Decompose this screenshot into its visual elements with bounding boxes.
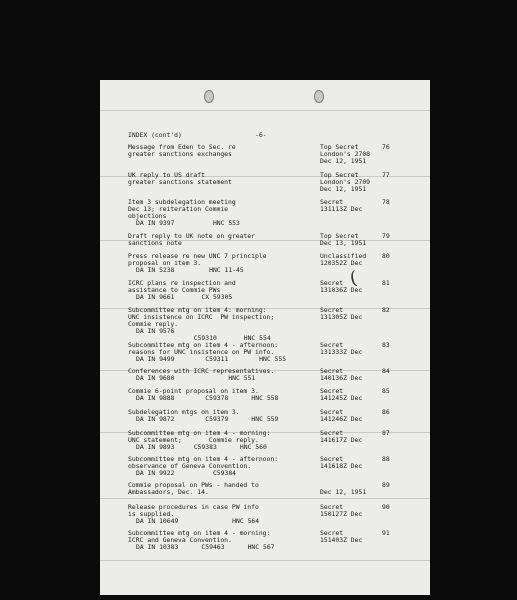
entry-number: 78 <box>382 198 390 206</box>
entry-references: DA IN 9922 C59384 <box>136 469 237 477</box>
entry-number: 89 <box>382 481 390 489</box>
entry-classification: Secret 131305Z Dec <box>320 306 363 321</box>
entry-number: 88 <box>382 455 390 463</box>
entry-classification: Secret 141246Z Dec <box>320 408 363 423</box>
document-page <box>100 80 430 595</box>
index-entry <box>128 530 428 560</box>
entry-description: Subdelegation mtgs on item 3. <box>128 408 240 416</box>
entry-classification: Secret 150127Z Dec <box>320 503 363 518</box>
entry-description: Message from Eden to Sec. re greater sanctions exchanges <box>128 143 236 158</box>
entry-description: Item 3 subdelegation meeting Dec 13; reiteration Commie objections <box>128 198 236 220</box>
entry-description: ICRC plans re inspection and assistance to Commie PWs <box>128 279 236 294</box>
entry-number: 80 <box>382 252 390 260</box>
handwritten-mark: ( <box>348 267 359 290</box>
entry-classification: Top Secret Dec 13, 1951 <box>320 232 367 247</box>
entry-description: Subcommittee mtg on item 4 - morning: ICRC and Geneva Convention. <box>128 529 271 544</box>
entry-references: DA IN 10383 C59463 HNC 567 <box>136 543 275 551</box>
entry-classification: Secret 131036Z Dec <box>320 279 363 294</box>
entry-number: 82 <box>382 306 390 314</box>
entry-number: 83 <box>382 341 390 349</box>
entry-number: 84 <box>382 367 390 375</box>
entry-description: Commie proposal on PWs - handed to Ambassadors, Dec. 14. <box>128 481 259 496</box>
entry-number: 81 <box>382 279 390 287</box>
entry-classification: Secret 151403Z Dec <box>320 529 363 544</box>
index-entry <box>128 306 428 342</box>
entry-number: 87 <box>382 429 390 437</box>
entry-classification: Secret 141618Z Dec <box>320 455 363 470</box>
entry-description: UK reply to US draft greater sanctions statement <box>128 171 232 186</box>
entry-classification: Top Secret London's 2709 Dec 12, 1951 <box>320 171 371 193</box>
entry-description: Conferences with ICRC representatives. <box>128 367 275 375</box>
entry-classification: Secret 131333Z Dec <box>320 341 363 356</box>
entry-description: Subcommittee mtg on item 4 - afternoon: reasons for UNC insistence on PW info. <box>128 341 279 356</box>
entry-number: 79 <box>382 232 390 240</box>
entry-references: DA IN 9661 CX 59305 <box>136 293 233 301</box>
entry-classification: Secret 131113Z Dec <box>320 198 363 213</box>
entry-description: Subcommittee mtg on item 4 - morning: UNC statement; Commie reply. <box>128 429 271 444</box>
entry-number: 76 <box>382 143 390 151</box>
entry-references: DA IN 9499 C59311 HNC 555 <box>136 355 287 363</box>
entry-description: Press release re new UNC 7 principle proposal on item 3. <box>128 252 267 267</box>
entry-references: DA IN 9872 C59379 HNC 559 <box>136 415 279 423</box>
entry-references: DA IN 9893 C59383 HNC 560 <box>136 443 267 451</box>
index-title: INDEX (cont'd) <box>128 131 182 139</box>
entry-number: 91 <box>382 529 390 537</box>
index-entry <box>128 144 428 174</box>
entry-references: DA IN 9680 HNC 551 <box>136 374 256 382</box>
entry-description: Subcommittee mtg on item 4: morning: UNC insistence on ICRC PW inspection; Commie reply. <box>128 306 275 328</box>
entry-classification: Top Secret London's 2708 Dec 12, 1951 <box>320 143 371 165</box>
entry-description: Release procedures in case PW info is supplied. <box>128 503 259 518</box>
entry-references: DA IN 9576 C59310 HNC 554 <box>136 327 271 342</box>
entry-number: 85 <box>382 387 390 395</box>
page-number: -6- <box>254 131 267 139</box>
entry-number: 90 <box>382 503 390 511</box>
entry-classification: Secret 140136Z Dec <box>320 367 363 382</box>
entry-number: 77 <box>382 171 390 179</box>
index-header <box>128 131 267 139</box>
entry-description: Commie 6-point proposal on item 3. <box>128 387 259 395</box>
entry-classification: Secret 141617Z Dec <box>320 429 363 444</box>
entry-references: DA IN 10649 HNC 564 <box>136 517 260 525</box>
entry-classification: Unclassified 120352Z Dec <box>320 252 367 267</box>
entry-classification: Secret 141245Z Dec <box>320 387 363 402</box>
index-entry <box>128 199 428 229</box>
entry-references: DA IN 9888 C59378 HNC 558 <box>136 394 279 402</box>
entry-number: 86 <box>382 408 390 416</box>
entry-description: Subcommittee mtg on item 4 - afternoon: observance of Geneva Convention. <box>128 455 279 470</box>
entry-description: Draft reply to UK note on greater sanctions note <box>128 232 255 247</box>
entry-classification: Dec 12, 1951 <box>320 488 367 496</box>
binder-hole <box>204 90 214 103</box>
binder-hole <box>314 90 324 103</box>
entry-references: DA IN 9397 HNC 553 <box>136 219 240 227</box>
entry-references: DA IN 5238 HNC 11-45 <box>136 266 244 274</box>
